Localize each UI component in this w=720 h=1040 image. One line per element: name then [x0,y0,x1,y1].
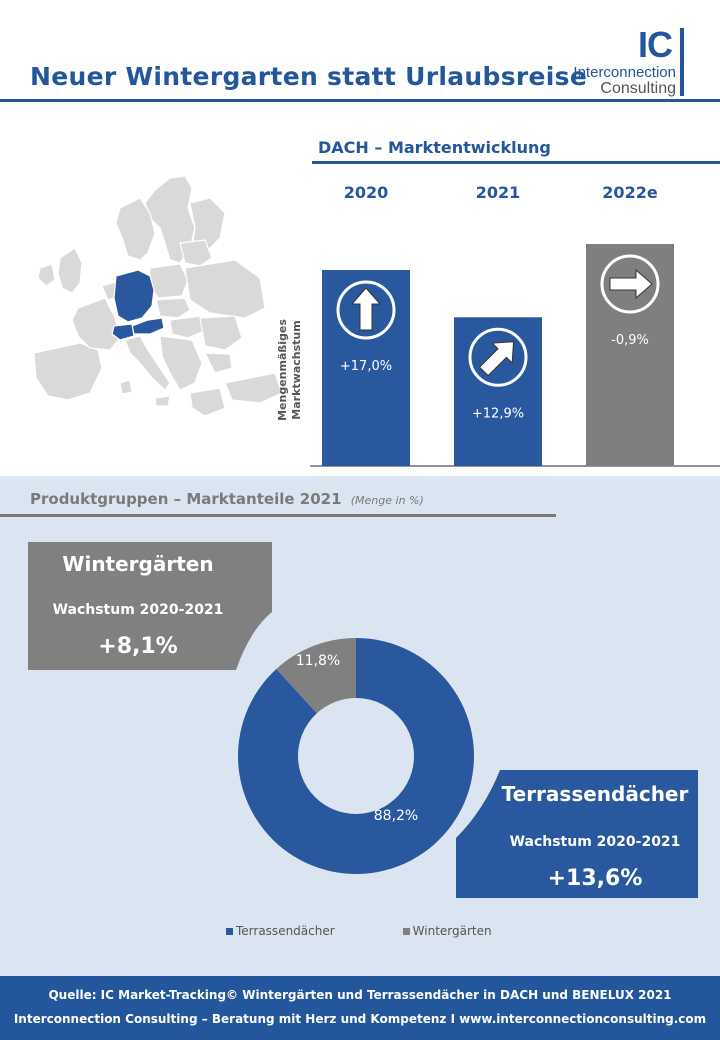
product-groups-divider [0,514,556,517]
value-label-2022e: -0,9% [611,333,649,348]
header [0,0,720,104]
category-label-2020: 2020 [343,183,389,202]
product-groups-subtitle: (Menge in %) [350,494,424,507]
bar-2022e [586,244,674,466]
legend-swatch-terrassendaecher [226,928,233,935]
legend-swatch-wintergaerten [403,928,410,935]
logo-bar [680,28,684,96]
chart-legend [226,924,492,938]
legend-item-wintergaerten [403,924,492,938]
value-label-2021: +12,9% [471,406,525,422]
donut-label-terrassendaecher: 88,2% [373,808,419,824]
product-groups-title [30,490,424,508]
value-label-2020: +17,0% [339,359,393,374]
y-axis-label-line1: Mengenmäßiges [276,319,289,421]
austria-shape [132,318,164,334]
page-title: Neuer Wintergarten statt Urlaubsreise [30,62,588,91]
market-share-donut-chart [0,520,720,920]
bar-2021 [454,317,542,466]
category-label-2021: 2021 [475,183,521,202]
footer-source: Quelle: IC Market-Tracking© Wintergärten und Terrassendächer in DACH und BENELUX 2021 [48,988,672,1002]
wintergaerten-box-title: Wintergärten [62,552,214,576]
footer-tagline: Interconnection Consulting – Beratung mit Herz und Kompetenz I www.interconnectionconsulting.com [13,1012,707,1026]
logo-text-line2: Consulting [600,80,676,97]
market-growth-bar-chart [270,170,720,470]
donut-label-wintergaerten: 11,8% [295,653,341,669]
market-section-divider [312,161,720,164]
wintergaerten-box-subtitle: Wachstum 2020-2021 [52,602,224,618]
germany-shape [114,270,154,322]
legend-item-terrassendaecher [226,924,335,938]
europe-map-icon [20,168,290,448]
logo-text-line1: Interconnection [573,64,676,81]
footer [0,976,720,1040]
y-axis-label-line2: Marktwachstum [290,320,303,420]
legend-label-terrassendaecher: Terrassendächer [236,924,335,938]
terrassendaecher-box-title: Terrassendächer [501,782,689,806]
terrassendaecher-box-value: +13,6% [547,866,643,891]
terrassendaecher-box-subtitle: Wachstum 2020-2021 [509,834,681,850]
product-groups-title-text: Produktgruppen – Marktanteile 2021 [30,490,342,508]
market-section-title: DACH – Marktentwicklung [318,138,551,157]
header-divider [0,99,720,102]
company-logo [548,24,698,98]
wintergaerten-box-value: +8,1% [98,634,178,659]
logo-mark: IC [638,24,672,65]
legend-label-wintergaerten: Wintergärten [412,924,492,938]
category-label-2022e: 2022e [602,183,658,202]
